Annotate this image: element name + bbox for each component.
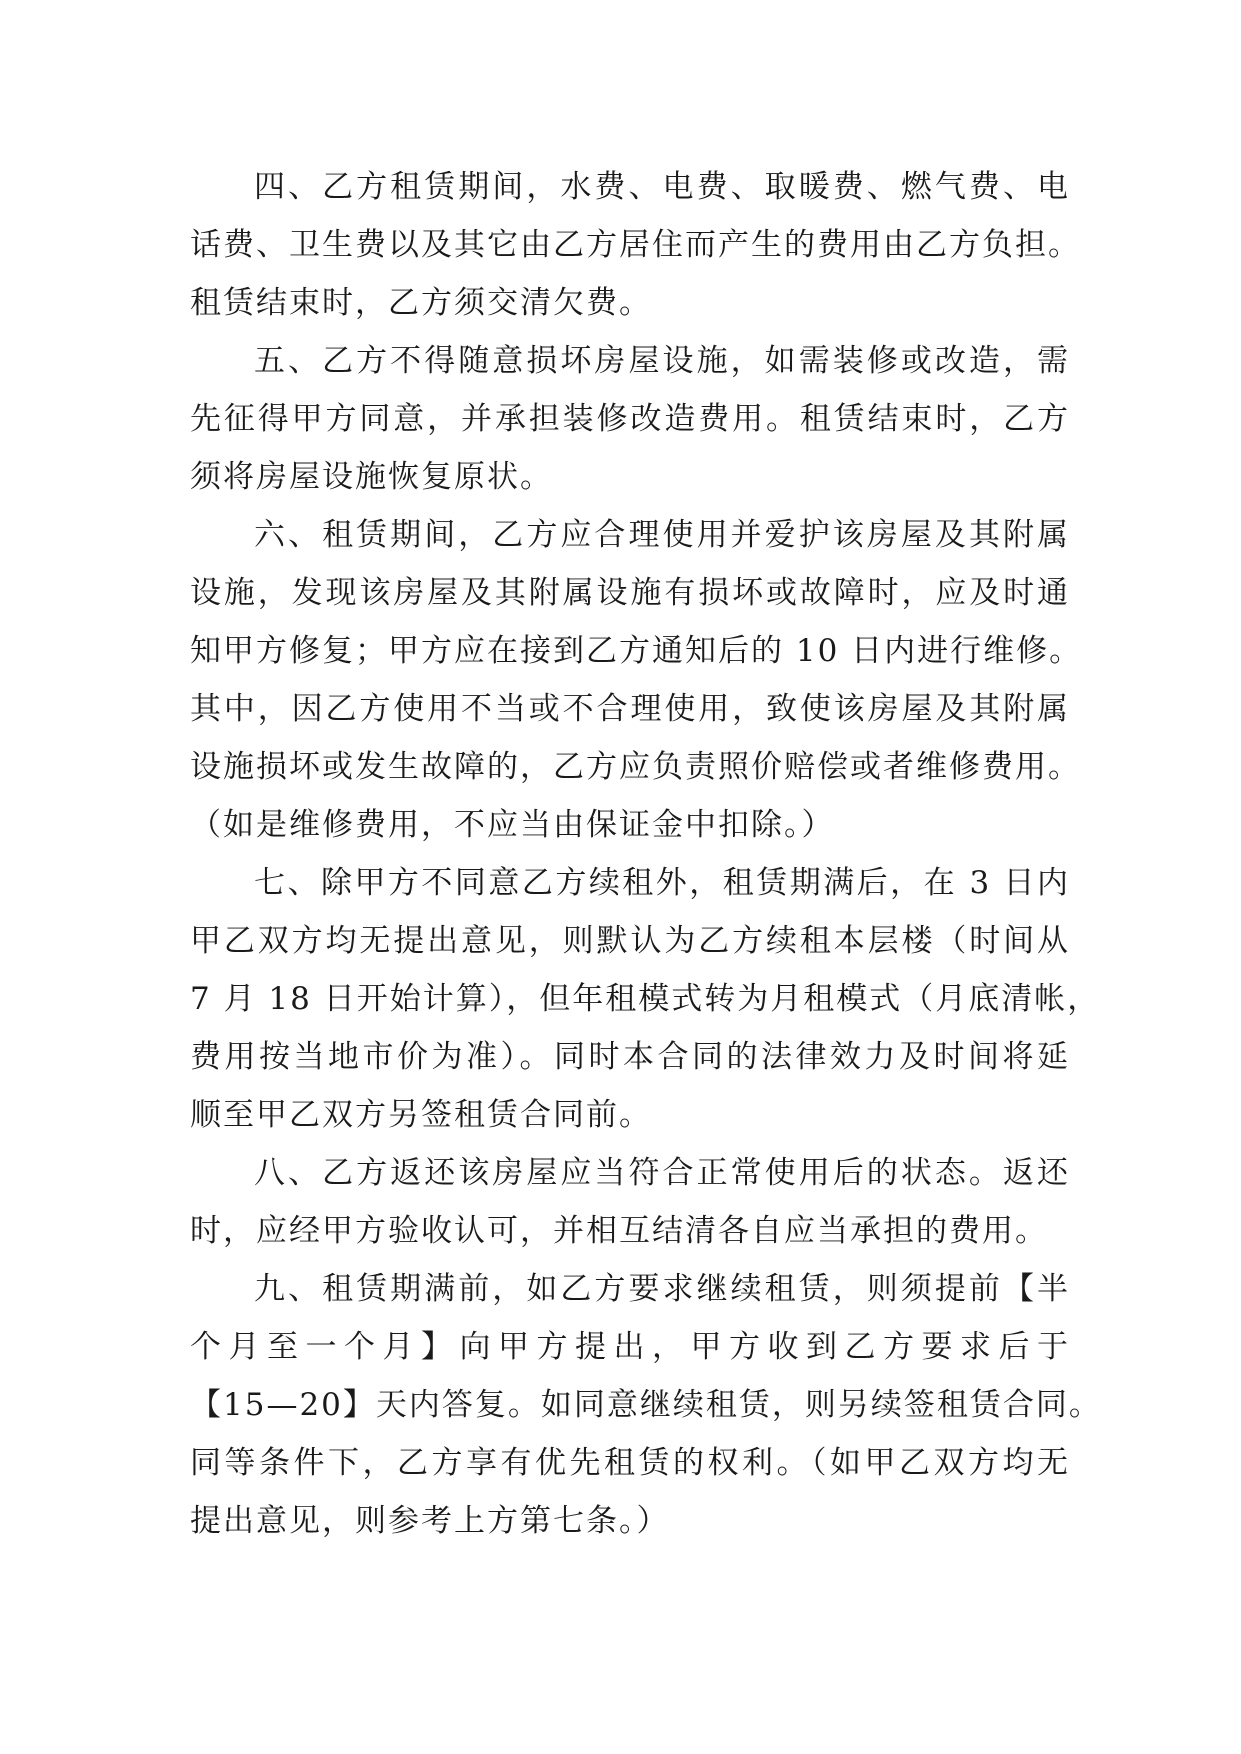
- clause-6-line-6: （如是维修费用，不应当由保证金中扣除。）: [190, 807, 835, 843]
- clause-4-line-2: 话费、卫生费以及其它由乙方居住而产生的费用由乙方负担。: [190, 227, 1081, 263]
- clause-5-line-3: 须将房屋设施恢复原状。: [190, 459, 553, 495]
- clause-6-line-1: 六、租赁期间，乙方应合理使用并爱护该房屋及其附属: [254, 517, 1070, 553]
- clause-6-line-5: 设施损坏或发生故障的，乙方应负责照价赔偿或者维修费用。: [190, 749, 1081, 785]
- clause-9-line-3: 【15—20】天内答复。如同意继续租赁，则另续签租赁合同。: [190, 1387, 1102, 1423]
- clause-5-line-2: 先征得甲方同意，并承担装修改造费用。租赁结束时，乙方: [190, 401, 1070, 437]
- clause-4-line-3: 租赁结束时，乙方须交清欠费。: [190, 285, 652, 321]
- clause-7-line-1: 七、除甲方不同意乙方续租外，租赁期满后，在 3 日内: [254, 865, 1070, 901]
- clause-9-line-2: 个月至一个月】向甲方提出，甲方收到乙方要求后于: [190, 1329, 1070, 1365]
- clause-6-line-3: 知甲方修复；甲方应在接到乙方通知后的 10 日内进行维修。: [190, 633, 1083, 669]
- clause-6-line-2: 设施，发现该房屋及其附属设施有损坏或故障时，应及时通: [190, 575, 1070, 611]
- clause-8-line-1: 八、乙方返还该房屋应当符合正常使用后的状态。返还: [254, 1155, 1070, 1191]
- clause-7-line-2: 甲乙双方均无提出意见，则默认为乙方续租本层楼（时间从: [190, 923, 1070, 959]
- clause-9-line-1: 九、租赁期满前，如乙方要求继续租赁，则须提前【半: [254, 1271, 1070, 1307]
- clause-7-line-5: 顺至甲乙双方另签租赁合同前。: [190, 1097, 652, 1133]
- clause-7-line-3: 7 月 18 日开始计算），但年租模式转为月租模式（月底清帐，: [190, 981, 1101, 1017]
- contract-body: [190, 158, 1102, 1550]
- clause-4-line-1: 四、乙方租赁期间，水费、电费、取暖费、燃气费、电: [254, 169, 1070, 205]
- clause-6-line-4: 其中，因乙方使用不当或不合理使用，致使该房屋及其附属: [190, 691, 1070, 727]
- clause-8-line-2: 时，应经甲方验收认可，并相互结清各自应当承担的费用。: [190, 1213, 1048, 1249]
- clause-7-line-4: 费用按当地市价为准）。同时本合同的法律效力及时间将延: [190, 1039, 1070, 1075]
- clause-9-line-5: 提出意见，则参考上方第七条。）: [190, 1503, 670, 1539]
- clause-5-line-1: 五、乙方不得随意损坏房屋设施，如需装修或改造，需: [254, 343, 1070, 379]
- clause-9-line-4: 同等条件下，乙方享有优先租赁的权利。（如甲乙双方均无: [190, 1445, 1070, 1481]
